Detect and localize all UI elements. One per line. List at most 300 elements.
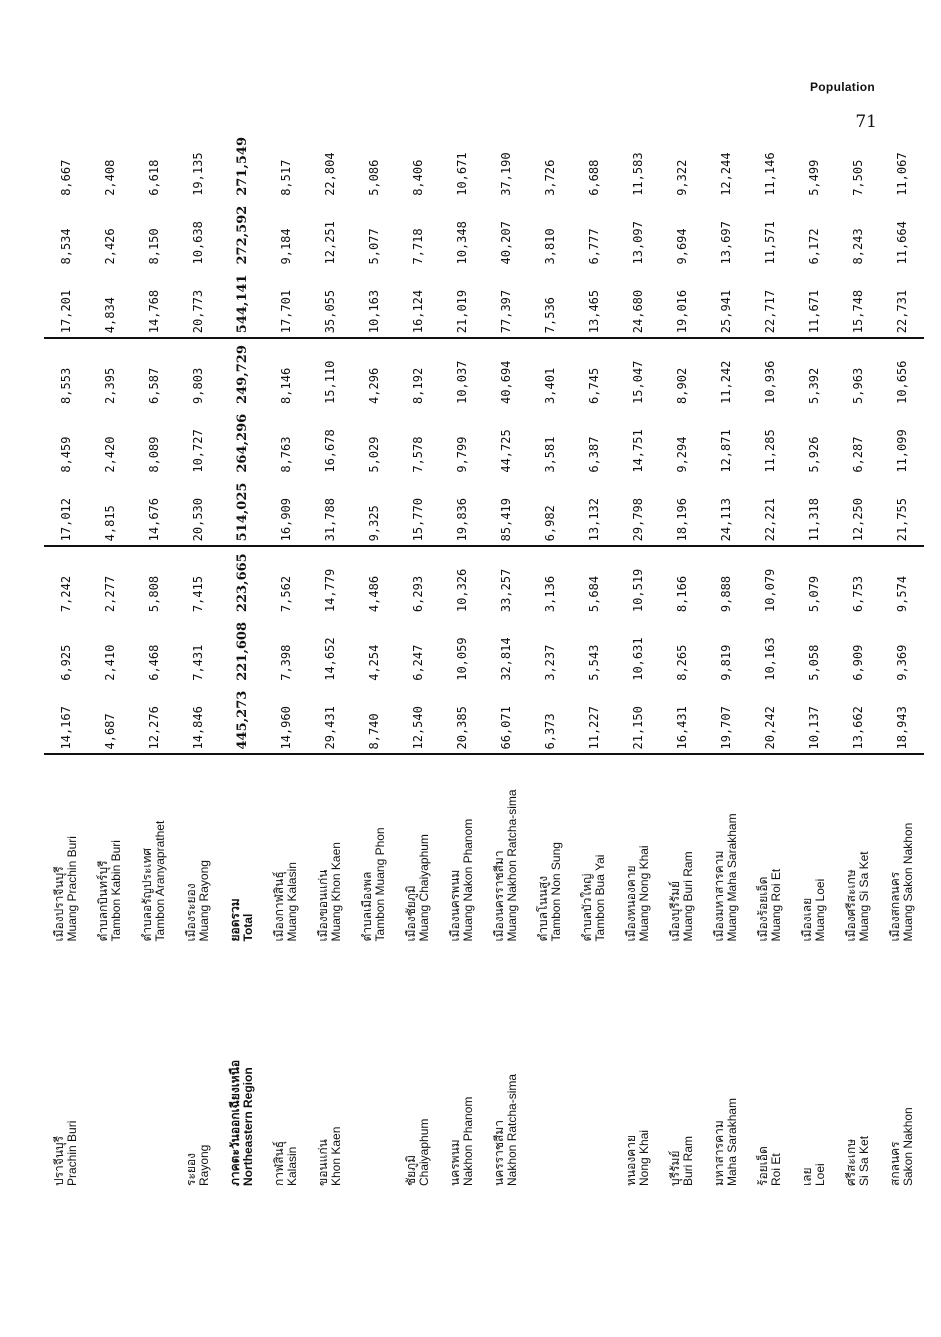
- value-cell: 9,322: [675, 159, 689, 196]
- province-english: Nakhon Ratcha-sima: [505, 1073, 519, 1186]
- value-cell: 9,294: [675, 436, 689, 473]
- province-thai: หนองคาย: [624, 1135, 638, 1186]
- district-cell: [880, 755, 924, 946]
- value-cell: 6,468: [147, 644, 161, 681]
- value-cell: 22,221: [763, 498, 777, 542]
- table-row: [176, 131, 220, 1190]
- province-cell: [308, 945, 352, 1190]
- province-english: Sakon Nakhon: [901, 1107, 915, 1186]
- value-cell: 14,652: [323, 637, 337, 681]
- district-cell: [396, 755, 440, 946]
- province-thai: บุรีรัมย์: [668, 1150, 682, 1186]
- district-thai: เมืองกาฬสินธุ์: [272, 871, 286, 942]
- value-cell: 3,136: [528, 546, 572, 616]
- value-cell: 21,019: [455, 289, 469, 334]
- province-thai: สกลนคร: [888, 1141, 902, 1186]
- value-cell: 22,804: [323, 152, 337, 196]
- table-row: [44, 131, 88, 1190]
- value-cell: 85,419: [499, 498, 513, 542]
- district-thai: ตำบลกบินทร์บุรี: [96, 860, 110, 942]
- value-cell: 11,671: [807, 289, 821, 334]
- value-cell: 14,751: [631, 429, 645, 473]
- value-cell: 19,135: [191, 152, 205, 196]
- table-row: [616, 131, 660, 1190]
- value-cell: 5,963: [836, 338, 880, 408]
- table-row: [308, 131, 352, 1190]
- value-cell: 10,519: [616, 546, 660, 616]
- value-cell: 29,798: [631, 498, 645, 542]
- value-cell: 17,201: [59, 289, 73, 334]
- value-cell: 8,146: [264, 338, 308, 408]
- value-cell: 31,788: [323, 498, 337, 542]
- page-number: 71: [855, 112, 877, 132]
- province-cell: [176, 945, 220, 1190]
- value-cell: 6,688: [587, 159, 601, 196]
- value-cell: 8,553: [44, 338, 88, 408]
- value-cell: 4,486: [352, 546, 396, 616]
- district-english: Muang Sakon Nakhon: [901, 822, 915, 942]
- value-cell: 7,718: [411, 228, 425, 265]
- value-cell: 8,192: [396, 338, 440, 408]
- table-row: [528, 131, 572, 1190]
- district-cell: [220, 755, 264, 946]
- table-row: [352, 131, 396, 1190]
- province-english: Si Sa Ket: [857, 1135, 871, 1186]
- table-row: [660, 131, 704, 1190]
- table-row: [880, 131, 924, 1190]
- value-cell: 15,748: [851, 289, 865, 334]
- province-thai: นครราชสีมา: [492, 1120, 506, 1186]
- value-cell: 21,755: [895, 498, 909, 542]
- table-row: [792, 131, 836, 1190]
- district-cell: [44, 755, 88, 946]
- value-cell: 10,671: [455, 152, 469, 196]
- district-cell: [660, 755, 704, 946]
- value-cell: 66,071: [499, 706, 513, 750]
- value-cell: 15,047: [616, 338, 660, 408]
- province-cell: [572, 945, 616, 1190]
- value-cell: 5,392: [792, 338, 836, 408]
- value-cell: 4,834: [103, 297, 117, 334]
- table-row: [836, 131, 880, 1190]
- value-cell: 5,077: [367, 228, 381, 265]
- value-cell: 11,285: [763, 429, 777, 473]
- value-cell: 6,618: [147, 159, 161, 196]
- district-english: Muang Si Sa Ket: [857, 851, 871, 942]
- value-cell: 16,124: [411, 289, 425, 334]
- value-cell: 5,926: [807, 436, 821, 473]
- value-cell: 10,727: [191, 429, 205, 473]
- value-cell: 10,079: [748, 546, 792, 616]
- table-row: [572, 131, 616, 1190]
- district-english: Muang Nong Khai: [637, 845, 651, 942]
- value-cell: 11,664: [895, 221, 909, 265]
- value-cell: 11,146: [763, 152, 777, 196]
- province-english: Maha Sarakham: [725, 1097, 739, 1186]
- value-cell: 9,803: [176, 338, 220, 408]
- province-cell: [528, 945, 572, 1190]
- province-thai: ขอนแก่น: [316, 1139, 330, 1186]
- province-english: Northeastern Region: [241, 1067, 255, 1186]
- district-english: Muang Loei: [813, 878, 827, 942]
- district-cell: [308, 755, 352, 946]
- district-thai: เมืองขอนแก่น: [316, 869, 330, 942]
- district-thai: เมืองชัยภูมิ: [404, 885, 418, 942]
- value-cell: 2,426: [103, 228, 117, 265]
- value-cell: 13,465: [587, 289, 601, 334]
- province-cell: [88, 945, 132, 1190]
- province-english: Chaiyaphum: [417, 1118, 431, 1186]
- district-english: Muang Roi Et: [769, 868, 783, 942]
- value-cell: 3,401: [528, 338, 572, 408]
- province-english: Loei: [813, 1163, 827, 1186]
- value-cell: 8,406: [411, 159, 425, 196]
- district-cell: [528, 755, 572, 946]
- value-cell: 20,773: [191, 289, 205, 334]
- district-thai: ตำบลเมืองพล: [360, 871, 374, 942]
- value-cell: 10,037: [440, 338, 484, 408]
- value-cell: 20,242: [763, 706, 777, 750]
- province-cell: [616, 945, 660, 1190]
- value-cell: 8,265: [675, 644, 689, 681]
- district-english: Tambon Muang Phon: [373, 827, 387, 942]
- province-english: Buri Ram: [681, 1135, 695, 1186]
- value-cell: 6,287: [851, 436, 865, 473]
- value-cell: 3,726: [543, 159, 557, 196]
- value-cell: 2,395: [88, 338, 132, 408]
- value-cell: 14,768: [147, 289, 161, 334]
- district-thai: เมืองหนองคาย: [624, 865, 638, 942]
- value-cell: 40,694: [484, 338, 528, 408]
- value-cell: 6,247: [411, 644, 425, 681]
- province-english: Prachin Buri: [65, 1120, 79, 1186]
- province-cell: [660, 945, 704, 1190]
- rotated-table-wrapper: [44, 130, 915, 1190]
- value-cell: 10,137: [807, 706, 821, 750]
- district-english: Muang Kalasin: [285, 862, 299, 942]
- table-row: [748, 131, 792, 1190]
- value-cell: 9,819: [719, 644, 733, 681]
- province-thai: กาฬสินธุ์: [272, 1140, 286, 1186]
- value-cell: 37,190: [499, 152, 513, 196]
- value-cell: 8,667: [59, 159, 73, 196]
- district-english: Muang Rayong: [197, 860, 211, 942]
- value-cell: 9,325: [367, 505, 381, 542]
- value-cell: 8,902: [660, 338, 704, 408]
- district-cell: [572, 755, 616, 946]
- value-cell: 13,132: [587, 498, 601, 542]
- value-cell: 9,574: [880, 546, 924, 616]
- district-english: Tambon Kabin Buri: [109, 840, 123, 942]
- district-thai: ยอดรวม: [228, 898, 242, 942]
- province-thai: ร้อยเอ็ด: [756, 1146, 770, 1186]
- district-english: Muang Prachin Buri: [65, 836, 79, 942]
- district-cell: [132, 755, 176, 946]
- value-cell: 4,815: [103, 505, 117, 542]
- district-thai: เมืองมหาสารคาม: [712, 850, 726, 942]
- province-english: Kalasin: [285, 1146, 299, 1186]
- value-cell: 25,941: [719, 289, 733, 334]
- value-cell: 5,029: [367, 436, 381, 473]
- value-cell: 3,810: [543, 228, 557, 265]
- value-cell: 6,982: [543, 505, 557, 542]
- value-cell: 9,694: [675, 228, 689, 265]
- value-cell: 12,871: [719, 429, 733, 473]
- district-cell: [484, 755, 528, 946]
- value-cell: 10,326: [440, 546, 484, 616]
- value-cell: 44,725: [499, 429, 513, 473]
- value-cell: 8,150: [147, 228, 161, 265]
- district-thai: เมืองปราจีนบุรี: [52, 866, 66, 942]
- province-cell: [132, 945, 176, 1190]
- province-cell: [704, 945, 748, 1190]
- value-cell: 10,631: [631, 637, 645, 681]
- district-thai: เมืองนครพนม: [448, 869, 462, 942]
- value-cell: 10,638: [191, 221, 205, 265]
- value-cell: 8,534: [59, 228, 73, 265]
- district-english: Tambon Aranyaprathet: [153, 820, 167, 942]
- district-cell: [704, 755, 748, 946]
- value-cell: 35,055: [323, 289, 337, 334]
- value-cell: 19,836: [455, 498, 469, 542]
- value-cell: 7,578: [411, 436, 425, 473]
- value-cell: 6,909: [851, 644, 865, 681]
- province-thai: ปราจีนบุรี: [52, 1135, 66, 1186]
- district-english: Muang Nakon Phanom: [461, 818, 475, 942]
- value-cell: 10,163: [763, 637, 777, 681]
- value-cell: 8,459: [59, 436, 73, 473]
- province-thai: ระยอง: [184, 1153, 198, 1186]
- province-english: Rayong: [197, 1144, 211, 1186]
- value-cell: 7,242: [44, 546, 88, 616]
- province-cell: [220, 945, 264, 1190]
- value-cell: 12,540: [411, 706, 425, 750]
- province-thai: ภาคตะวันออกเฉียงเหนือ: [228, 1059, 242, 1186]
- value-cell: 17,701: [279, 289, 293, 334]
- value-cell: 77,397: [499, 289, 513, 334]
- value-cell: 3,237: [543, 644, 557, 681]
- province-cell: [264, 945, 308, 1190]
- value-cell: 5,086: [367, 159, 381, 196]
- value-cell: 7,415: [176, 546, 220, 616]
- value-cell: 14,779: [308, 546, 352, 616]
- district-english: Muang Buri Ram: [681, 851, 695, 942]
- province-cell: [792, 945, 836, 1190]
- value-cell: 4,254: [367, 644, 381, 681]
- value-cell: 10,936: [748, 338, 792, 408]
- district-english: Tambon Bua Yai: [593, 854, 607, 942]
- value-cell: 2,408: [103, 159, 117, 196]
- province-thai: เลย: [800, 1167, 814, 1186]
- value-cell: 20,530: [191, 498, 205, 542]
- district-cell: [176, 755, 220, 946]
- value-cell: 20,385: [455, 706, 469, 750]
- value-cell: 22,731: [895, 289, 909, 334]
- value-cell: 12,251: [323, 221, 337, 265]
- district-english: Muang Chaiyaphum: [417, 834, 431, 942]
- value-cell: 9,799: [455, 436, 469, 473]
- value-cell: 6,777: [587, 228, 601, 265]
- value-cell: 11,227: [587, 706, 601, 750]
- value-cell: 4,296: [352, 338, 396, 408]
- district-thai: เมืองร้อยเอ็ด: [756, 876, 770, 942]
- district-thai: เมืองสกลนคร: [888, 871, 902, 942]
- value-cell: 16,909: [279, 498, 293, 542]
- value-cell: 2,410: [103, 644, 117, 681]
- population-table-body: [44, 131, 924, 1190]
- value-cell: 2,420: [103, 436, 117, 473]
- value-cell: 2,277: [88, 546, 132, 616]
- value-cell: 21,150: [631, 706, 645, 750]
- value-cell: 12,244: [719, 152, 733, 196]
- value-cell: 7,505: [851, 159, 865, 196]
- value-cell: 16,431: [675, 706, 689, 750]
- value-cell: 14,846: [191, 706, 205, 750]
- value-cell: 264,296: [234, 413, 250, 473]
- value-cell: 7,536: [543, 297, 557, 334]
- value-cell: 13,697: [719, 221, 733, 265]
- value-cell: 32,814: [499, 637, 513, 681]
- province-thai: ศรีสะเกษ: [844, 1138, 858, 1186]
- value-cell: 14,960: [279, 706, 293, 750]
- value-cell: 5,058: [807, 644, 821, 681]
- value-cell: 11,571: [763, 221, 777, 265]
- province-cell: [484, 945, 528, 1190]
- district-thai: ตำบลบัวใหญ่: [580, 873, 594, 942]
- district-english: Total: [241, 913, 255, 942]
- value-cell: 6,387: [587, 436, 601, 473]
- district-thai: ตำบลอรัญประเทศ: [140, 847, 154, 942]
- district-english: Muang Khon Kaen: [329, 842, 343, 942]
- province-english: Roi Et: [769, 1153, 783, 1186]
- value-cell: 271,549: [234, 136, 250, 196]
- value-cell: 18,196: [675, 498, 689, 542]
- value-cell: 12,250: [851, 498, 865, 542]
- value-cell: 544,141: [234, 274, 250, 334]
- value-cell: 8,089: [147, 436, 161, 473]
- province-thai: ชัยภูมิ: [404, 1155, 418, 1186]
- value-cell: 5,543: [587, 644, 601, 681]
- value-cell: 6,373: [543, 713, 557, 750]
- value-cell: 223,665: [220, 546, 264, 616]
- province-cell: [396, 945, 440, 1190]
- province-cell: [880, 945, 924, 1190]
- province-cell: [748, 945, 792, 1190]
- province-english: Khon Kaen: [329, 1126, 343, 1186]
- value-cell: 29,431: [323, 706, 337, 750]
- district-thai: เมืองนครราชสีมา: [492, 850, 506, 942]
- province-thai: มหาสารคาม: [712, 1120, 726, 1186]
- value-cell: 249,729: [220, 338, 264, 408]
- value-cell: 11,099: [895, 429, 909, 473]
- table-row: [440, 131, 484, 1190]
- value-cell: 19,016: [675, 289, 689, 334]
- value-cell: 445,273: [234, 690, 250, 750]
- district-thai: ตำบลโนนสูง: [536, 875, 550, 942]
- value-cell: 22,717: [763, 289, 777, 334]
- value-cell: 6,925: [59, 644, 73, 681]
- district-thai: เมืองบุรีรัมย์: [668, 880, 682, 942]
- district-thai: เมืองระยอง: [184, 883, 198, 942]
- value-cell: 40,207: [499, 221, 513, 265]
- table-row: [88, 131, 132, 1190]
- value-cell: 5,808: [132, 546, 176, 616]
- value-cell: 17,012: [59, 498, 73, 542]
- value-cell: 14,167: [59, 706, 73, 750]
- value-cell: 24,680: [631, 289, 645, 334]
- table-row: [264, 131, 308, 1190]
- district-english: Tambon Non Sung: [549, 842, 563, 942]
- value-cell: 6,293: [396, 546, 440, 616]
- value-cell: 9,184: [279, 228, 293, 265]
- value-cell: 15,770: [411, 498, 425, 542]
- value-cell: 9,888: [704, 546, 748, 616]
- province-cell: [44, 945, 88, 1190]
- value-cell: 7,562: [264, 546, 308, 616]
- table-row: [220, 131, 264, 1190]
- value-cell: 7,398: [279, 644, 293, 681]
- district-cell: [616, 755, 660, 946]
- province-english: Nong Khai: [637, 1129, 651, 1186]
- table-row: [396, 131, 440, 1190]
- district-english: Muang Nakhon Ratcha-sima: [505, 789, 519, 942]
- value-cell: 15,110: [308, 338, 352, 408]
- district-english: Muang Maha Sarakham: [725, 813, 739, 942]
- value-cell: 12,276: [147, 706, 161, 750]
- value-cell: 13,097: [631, 221, 645, 265]
- value-cell: 6,587: [132, 338, 176, 408]
- value-cell: 24,113: [719, 498, 733, 542]
- province-cell: [440, 945, 484, 1190]
- value-cell: 10,656: [880, 338, 924, 408]
- value-cell: 3,581: [543, 436, 557, 473]
- population-table: [44, 130, 924, 1190]
- value-cell: 16,678: [323, 429, 337, 473]
- value-cell: 221,608: [234, 621, 250, 681]
- value-cell: 5,684: [572, 546, 616, 616]
- province-english: Nakhon Phanom: [461, 1096, 475, 1186]
- district-cell: [352, 755, 396, 946]
- district-cell: [748, 755, 792, 946]
- value-cell: 8,763: [279, 436, 293, 473]
- value-cell: 6,745: [572, 338, 616, 408]
- value-cell: 13,662: [851, 706, 865, 750]
- value-cell: 514,025: [234, 482, 250, 542]
- district-thai: เมืองศรีสะเกษ: [844, 869, 858, 942]
- value-cell: 6,753: [836, 546, 880, 616]
- value-cell: 5,079: [792, 546, 836, 616]
- table-row: [132, 131, 176, 1190]
- district-cell: [264, 755, 308, 946]
- value-cell: 11,318: [807, 498, 821, 542]
- value-cell: 33,257: [484, 546, 528, 616]
- district-cell: [88, 755, 132, 946]
- value-cell: 10,163: [367, 289, 381, 334]
- value-cell: 18,943: [895, 706, 909, 750]
- value-cell: 7,431: [191, 644, 205, 681]
- district-thai: เมืองเลย: [800, 897, 814, 942]
- value-cell: 11,583: [631, 152, 645, 196]
- value-cell: 8,517: [279, 159, 293, 196]
- value-cell: 8,243: [851, 228, 865, 265]
- province-thai: นครพนม: [448, 1139, 462, 1186]
- value-cell: 5,499: [807, 159, 821, 196]
- value-cell: 10,348: [455, 221, 469, 265]
- value-cell: 14,676: [147, 498, 161, 542]
- value-cell: 11,067: [895, 152, 909, 196]
- province-cell: [352, 945, 396, 1190]
- value-cell: 10,059: [455, 637, 469, 681]
